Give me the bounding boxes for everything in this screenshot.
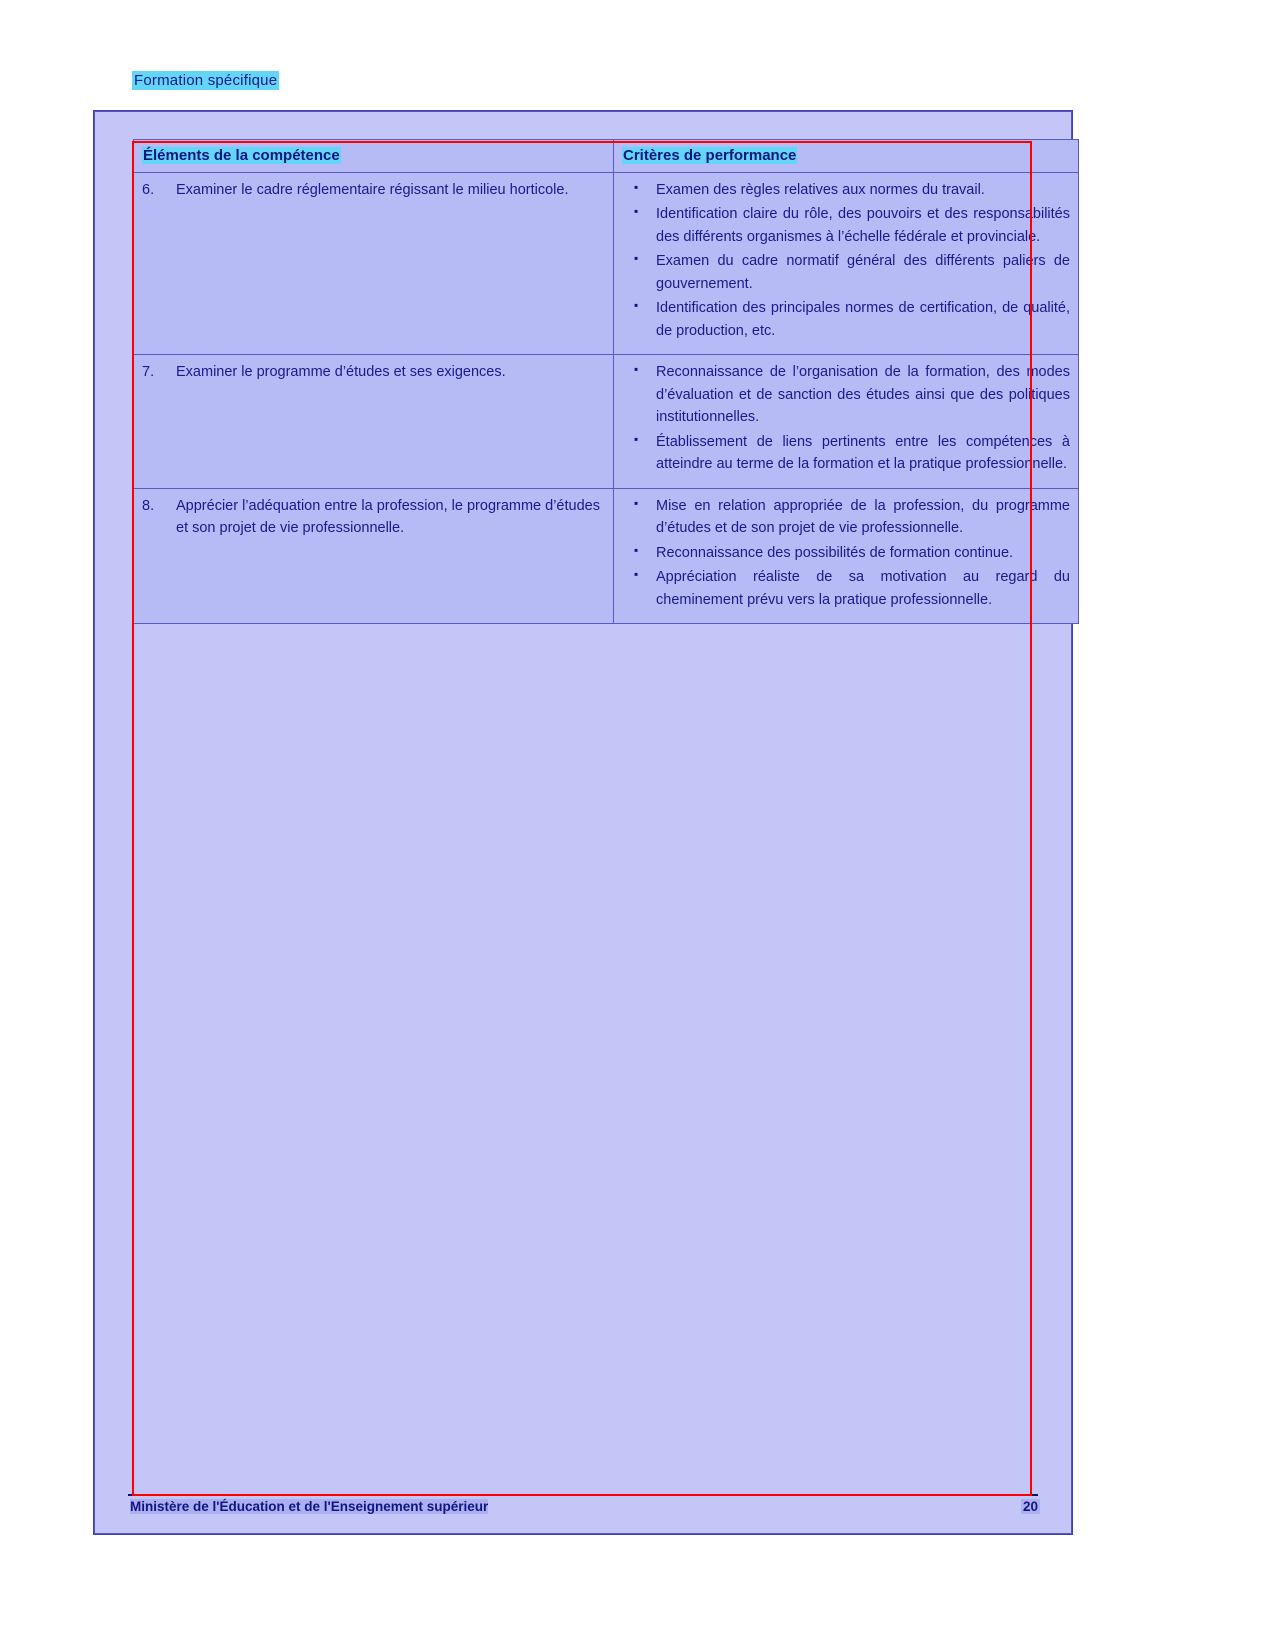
list-item: ▪ Reconnaissance de l’organisation de la formation, des modes d’évaluation et de sanction des études ainsi que des politiques institutionnelles.	[622, 361, 1070, 428]
element-text: Apprécier l’adéquation entre la profession, le programme d’études et son projet de vie professionnelle.	[176, 497, 600, 537]
criteria-cell	[614, 173, 1079, 355]
competency-table	[133, 139, 1079, 624]
page-footer	[130, 1499, 1040, 1514]
table-row	[134, 173, 1079, 355]
element-number: 7.	[142, 364, 155, 381]
criteria-list	[622, 495, 1070, 611]
column-header-elements	[134, 140, 614, 173]
element-number: 8.	[142, 497, 155, 514]
column-header-criteria	[614, 140, 1079, 173]
page-number: 20	[1022, 1499, 1038, 1514]
element-cell	[134, 355, 614, 488]
section-label: Formation spécifique	[134, 72, 278, 89]
element-number: 6.	[142, 182, 155, 198]
element-text: Examiner le programme d’études et ses exigences.	[176, 364, 506, 381]
criteria-list	[622, 361, 1070, 475]
list-item: ▪ Appréciation réaliste de sa motivation au regard du cheminement prévu vers la pratique professionnelle.	[622, 566, 1070, 611]
list-item: ▪ Identification des principales normes de certification, de qualité, de production, etc.	[622, 297, 1070, 342]
footer-ministry-text: Ministère de l'Éducation et de l'Enseignement supérieur	[130, 1499, 489, 1514]
list-item: ▪ Établissement de liens pertinents entre les compétences à atteindre au terme de la formation et la pratique professionnelle.	[622, 431, 1070, 476]
list-item: ▪ Examen du cadre normatif général des différents paliers de gouvernement.	[622, 250, 1070, 295]
column-header-elements-label: Éléments de la compétence	[143, 147, 340, 164]
criteria-cell	[614, 488, 1079, 623]
table-row	[134, 488, 1079, 623]
criteria-cell	[614, 355, 1079, 488]
element-cell	[134, 488, 614, 623]
column-header-criteria-label: Critères de performance	[623, 147, 797, 164]
criteria-list	[622, 179, 1070, 342]
element-text: Examiner le cadre réglementaire régissant le milieu horticole.	[176, 182, 569, 198]
list-item: ▪ Mise en relation appropriée de la profession, du programme d’études et de son projet de vie professionnelle.	[622, 495, 1070, 540]
table-header-row	[134, 140, 1079, 173]
list-item: ▪ Reconnaissance des possibilités de formation continue.	[622, 542, 1070, 564]
table-row	[134, 355, 1079, 488]
list-item: ▪ Examen des règles relatives aux normes du travail.	[622, 179, 1070, 201]
list-item: ▪ Identification claire du rôle, des pouvoirs et des responsabilités des différents organismes à l’échelle fédérale et provinciale.	[622, 203, 1070, 248]
footer-divider	[128, 1494, 1038, 1496]
element-cell	[134, 173, 614, 355]
